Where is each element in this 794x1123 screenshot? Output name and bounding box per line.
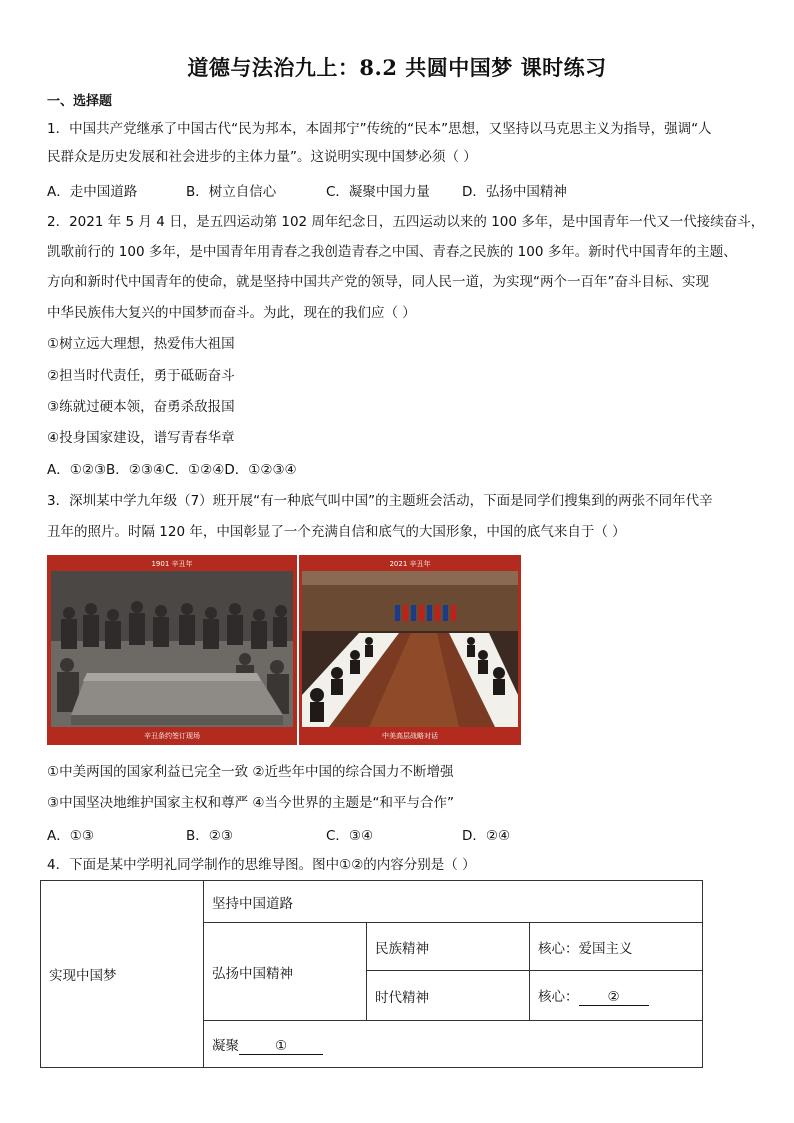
mind-map-unite — [204, 1021, 703, 1068]
q3-option-c[interactable]: C．③④ — [326, 828, 374, 844]
q3-option-d[interactable]: D．②④ — [462, 828, 511, 844]
q2-options[interactable]: A．①②③B．②③④C．①②④D．①②③④ — [47, 462, 297, 478]
mind-map-national-core: 核心：爱国主义 — [530, 923, 703, 971]
q2-line3: 方向和新时代中国青年的使命，就是坚持中国共产党的领导，同人民一道，为实现“两个一百年”奋斗目标、实现 — [47, 274, 709, 290]
mind-map-root: 实现中国梦 — [41, 881, 204, 1068]
q2-item-3: ③练就过硬本领，奋勇杀敌报国 — [47, 399, 235, 415]
mind-map-era-core — [530, 971, 703, 1021]
q3-items-line1: ①中美两国的国家利益已完全一致 ②近些年中国的综合国力不断增强 — [47, 764, 454, 780]
q1-option-b[interactable]: B．树立自信心 — [186, 184, 277, 200]
q2-item-4: ④投身国家建设，谱写青春华章 — [47, 430, 235, 446]
q3-option-a[interactable]: A．①③ — [47, 828, 94, 844]
page-title: 道德与法治九上：8.2 共圆中国梦 课时练习 — [187, 55, 607, 80]
mind-map-table — [40, 880, 703, 1068]
q2-line2: 凯歌前行的 100 多年，是中国青年用青春之我创造青春之中国、青春之民族的 100 多年。新时代中国青年的主题、 — [47, 244, 737, 260]
q2-item-1: ①树立远大理想，热爱伟大祖国 — [47, 336, 235, 352]
q3-items-line2: ③中国坚决地维护国家主权和尊严 ④当今世界的主题是“和平与合作” — [47, 795, 454, 811]
q1-option-d[interactable]: D．弘扬中国精神 — [462, 184, 567, 200]
section-heading: 一、选择题 — [47, 94, 113, 109]
era-core-prefix: 核心： — [538, 989, 579, 1005]
q1-option-c[interactable]: C．凝聚中国力量 — [326, 184, 430, 200]
unite-prefix: 凝聚 — [212, 1037, 239, 1054]
photo1-caption-bottom: 辛丑条约签订现场 — [144, 732, 200, 740]
mind-map-national-spirit: 民族精神 — [367, 923, 530, 971]
q2-line1: 2．2021 年 5 月 4 日，是五四运动第 102 周年纪念日，五四运动以来的 100 多年，是中国青年一代又一代接续奋斗， — [47, 214, 765, 230]
photo-2021-dialogue — [299, 555, 521, 745]
photo1-caption-top: 1901 辛丑年 — [151, 560, 193, 568]
blank-2[interactable]: ② — [579, 989, 649, 1006]
q1-option-a[interactable]: A．走中国道路 — [47, 184, 138, 200]
mind-map-era-spirit: 时代精神 — [367, 971, 530, 1021]
photo2-caption-top: 2021 辛丑年 — [389, 560, 431, 568]
q2-line4: 中华民族伟大复兴的中国梦而奋斗。为此，现在的我们应（ ） — [47, 305, 416, 321]
q3-option-b[interactable]: B．②③ — [186, 828, 233, 844]
q3-line2: 丑年的照片。时隔 120 年，中国彰显了一个充满自信和底气的大国形象，中国的底气来自于（ ） — [47, 524, 626, 540]
blank-1[interactable]: ① — [239, 1038, 323, 1055]
q1-line1: 1．中国共产党继承了中国古代“民为邦本，本固邦宁”传统的“民本”思想，又坚持以马克思主义为指导，强调“人 — [47, 121, 712, 137]
photo2-caption-bottom: 中美高层战略对话 — [382, 732, 438, 740]
photo-1901-signing — [47, 555, 297, 745]
q3-line1: 3．深圳某中学九年级（7）班开展“有一种底气叫中国”的主题班会活动，下面是同学们搜集到的两张不同年代辛 — [47, 493, 713, 509]
mind-map-spirit: 弘扬中国精神 — [204, 923, 367, 1021]
mind-map-path: 坚持中国道路 — [204, 881, 703, 923]
q2-item-2: ②担当时代责任，勇于砥砺奋斗 — [47, 368, 235, 384]
q4-line1: 4．下面是某中学明礼同学制作的思维导图。图中①②的内容分别是（ ） — [47, 857, 476, 873]
q1-line2: 民群众是历史发展和社会进步的主体力量”。这说明实现中国梦必须（ ） — [47, 149, 477, 165]
